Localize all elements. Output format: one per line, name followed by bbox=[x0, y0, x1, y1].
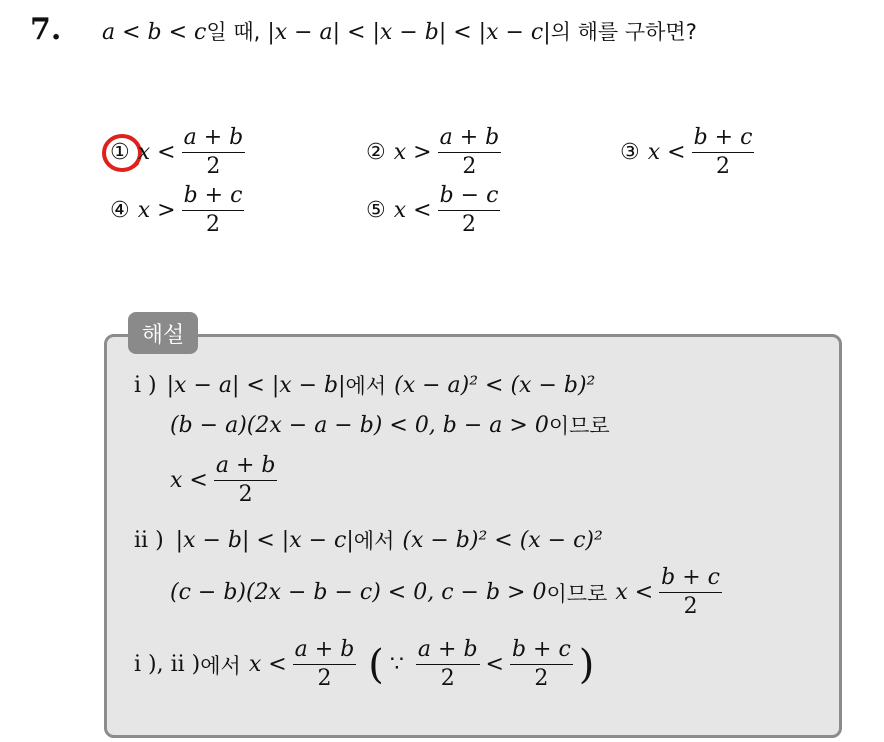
stem-text-2: 의 해를 구하면? bbox=[550, 20, 697, 44]
line-lhs: x < bbox=[248, 652, 287, 678]
choice-2[interactable] bbox=[366, 126, 507, 179]
problem-stem bbox=[102, 16, 697, 46]
case-label: ii ) bbox=[134, 527, 164, 553]
line-fraction bbox=[293, 638, 357, 691]
case-label: i ), ii ) bbox=[134, 652, 201, 678]
line-lhs: x < bbox=[615, 580, 654, 606]
line-math: (c − b)(2x − b − c) < 0, c − b > 0 bbox=[170, 580, 547, 606]
stem-text-1: 일 때, bbox=[206, 20, 261, 44]
problem-number: 7. bbox=[30, 12, 62, 47]
line-word: 에서 bbox=[200, 653, 241, 678]
solution-line-5 bbox=[170, 566, 728, 619]
denominator: 2 bbox=[206, 154, 221, 180]
choice-number: ④ bbox=[110, 198, 130, 224]
choice-number: ① bbox=[110, 140, 130, 166]
numerator: a + b bbox=[438, 126, 502, 153]
choice-lhs: x < bbox=[393, 198, 432, 224]
numerator: b + c bbox=[182, 184, 245, 211]
because-fraction-1 bbox=[416, 638, 480, 691]
line-word: 에서 bbox=[345, 374, 387, 398]
denominator: 2 bbox=[440, 666, 455, 692]
choice-fraction bbox=[182, 126, 246, 179]
denominator: 2 bbox=[205, 212, 220, 238]
numerator: b + c bbox=[659, 566, 722, 593]
numerator: a + b bbox=[416, 638, 480, 665]
solution-line-1 bbox=[134, 370, 595, 400]
case-label: i ) bbox=[134, 372, 157, 398]
solution-line-4 bbox=[134, 525, 603, 555]
denominator: 2 bbox=[715, 154, 730, 180]
choice-lhs: x < bbox=[647, 140, 686, 166]
denominator: 2 bbox=[317, 666, 332, 692]
solution-line-2 bbox=[170, 410, 610, 440]
denominator: 2 bbox=[238, 482, 253, 508]
line-math: |x − a| < |x − b| bbox=[166, 372, 346, 398]
line-fraction bbox=[659, 566, 722, 619]
solution-tag: 해설 bbox=[128, 312, 198, 354]
numerator: a + b bbox=[293, 638, 357, 665]
choice-fraction bbox=[692, 126, 755, 179]
choice-lhs: x > bbox=[137, 198, 176, 224]
line-word: 이므로 bbox=[546, 581, 608, 606]
choice-1[interactable] bbox=[110, 126, 251, 179]
line-word: 이므로 bbox=[548, 414, 610, 438]
less-than: < bbox=[485, 652, 504, 678]
choice-number: ② bbox=[366, 140, 386, 166]
line-math-2: (x − b)² < (x − c)² bbox=[402, 527, 603, 553]
denominator: 2 bbox=[461, 212, 476, 238]
line-math: (b − a)(2x − a − b) < 0, b − a > 0 bbox=[170, 412, 549, 438]
stem-math: a < b < c bbox=[102, 20, 207, 45]
numerator: b + c bbox=[510, 638, 573, 665]
denominator: 2 bbox=[462, 154, 477, 180]
because-symbol: ∵ bbox=[389, 652, 404, 678]
line-math: |x − b| < |x − c| bbox=[175, 527, 354, 553]
choice-fraction bbox=[438, 184, 501, 237]
line-word: 에서 bbox=[353, 529, 395, 553]
numerator: a + b bbox=[182, 126, 246, 153]
numerator: b + c bbox=[692, 126, 755, 153]
choice-lhs: x > bbox=[393, 140, 432, 166]
right-paren: ) bbox=[578, 641, 595, 688]
choice-fraction bbox=[438, 126, 502, 179]
line-lhs: x < bbox=[170, 468, 208, 494]
because-fraction-2 bbox=[510, 638, 573, 691]
denominator: 2 bbox=[534, 666, 549, 692]
choice-fraction bbox=[182, 184, 245, 237]
left-paren: ( bbox=[368, 641, 384, 688]
stem-abs-inequality: |x − a| < |x − b| < |x − c| bbox=[267, 20, 551, 45]
numerator: a + b bbox=[214, 454, 278, 481]
choice-4[interactable] bbox=[110, 184, 250, 237]
choice-5[interactable] bbox=[366, 184, 506, 237]
line-fraction bbox=[214, 454, 278, 507]
solution-line-6 bbox=[134, 638, 594, 691]
choice-3[interactable] bbox=[620, 126, 760, 179]
denominator: 2 bbox=[683, 594, 698, 620]
choice-number: ⑤ bbox=[366, 198, 386, 224]
line-math-2: (x − a)² < (x − b)² bbox=[394, 372, 596, 398]
choice-number: ③ bbox=[620, 140, 640, 166]
solution-line-3 bbox=[170, 454, 283, 507]
numerator: b − c bbox=[438, 184, 501, 211]
choice-lhs: x < bbox=[137, 140, 176, 166]
